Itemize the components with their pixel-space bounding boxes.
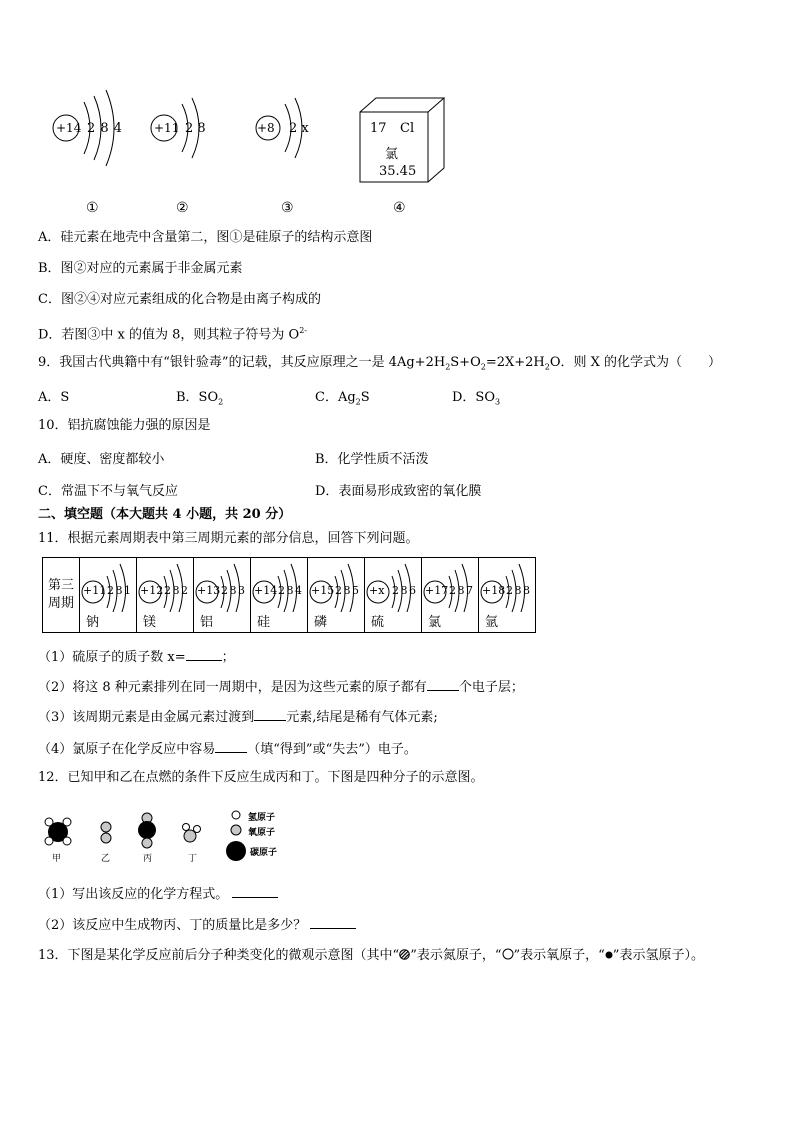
element-cell-al	[194, 558, 251, 633]
q11-sub3-text: （3）该周期元素是由金属元素过渡到	[38, 710, 255, 725]
q12-sub2	[38, 916, 356, 934]
q12-sub1-text: （1）写出该反应的化学方程式。	[38, 887, 229, 902]
q11-sub2	[38, 678, 524, 696]
name-cl: 氯	[428, 615, 442, 630]
element-mass: 35.45	[379, 164, 417, 179]
q11-sub4	[38, 740, 417, 758]
q10-option-d: D．表面易形成致密的氧化膜	[315, 484, 482, 499]
q9-option-d	[452, 386, 500, 407]
period-row-header-2: 周期	[47, 596, 74, 611]
q11-sub3-tail: 元素,结尾是稀有气体元素;	[286, 710, 438, 725]
nitrogen-atom-icon	[399, 949, 410, 960]
element-cell-p	[308, 558, 365, 633]
nucleus-si: +14	[254, 584, 278, 597]
q13-stem-d: ”表示氢原子）。	[612, 948, 704, 963]
q9-stem-a: 9．我国古代典籍中有“银针验毒”的记载，其反应原理之一是 4Ag+2H	[38, 355, 446, 370]
q9-option-c	[315, 386, 370, 407]
molecule-yi	[101, 822, 111, 843]
q11-sub1-tail: ；	[221, 650, 235, 665]
name-p: 磷	[314, 615, 328, 630]
shells-s: 2 8 6	[392, 584, 415, 597]
nucleus-na: +11	[83, 584, 107, 597]
q9-stem-c: =2X+2H	[485, 355, 545, 370]
q12-sub2-text: （2）该反应中生成物丙、丁的质量比是多少？	[38, 918, 307, 933]
shells-al: 2 8 3	[221, 584, 244, 597]
q11-sub2-text: （2）将这 8 种元素排列在同一周期中，是因为这些元素的原子都有	[38, 680, 427, 695]
molecule-ding	[183, 824, 201, 843]
q9-option-b	[176, 386, 223, 407]
q9-stem	[38, 355, 721, 376]
q11-sub4-blank[interactable]	[215, 740, 247, 753]
period-3-table	[42, 557, 536, 633]
q9-sub-1: 2	[445, 362, 451, 372]
q11-sub4-text: （4）氯原子在化学反应中容易	[38, 742, 216, 757]
name-s: 硫	[371, 615, 385, 630]
q9-sub-2: 2	[480, 362, 486, 372]
diagram-label-3: ③	[281, 200, 294, 216]
q11-sub1	[38, 648, 235, 666]
q8-option-d	[38, 323, 307, 343]
diagram-label-4: ④	[393, 200, 406, 216]
nucleus-label-3: +8	[257, 121, 275, 135]
element-cell-si	[251, 558, 308, 633]
molecule-jia	[45, 818, 71, 845]
q11-sub3	[38, 708, 438, 726]
q12-stem: 12．已知甲和乙在点燃的条件下反应生成丙和丁。下图是四种分子的示意图。	[38, 770, 484, 785]
q13-stem-c: ”表示氧原子，“	[513, 948, 605, 963]
shells-label-3: 2 x	[289, 121, 309, 136]
q8-option-a: A．硅元素在地壳中含量第二，图①是硅原子的结构示意图	[38, 230, 373, 245]
nucleus-p: +15	[311, 584, 335, 597]
name-al: 铝	[200, 615, 214, 630]
q10-option-c: C．常温下不与氧气反应	[38, 484, 178, 499]
q9-option-c-text: C．Ag	[315, 390, 356, 405]
q9-option-a: A．S	[38, 390, 70, 405]
diagram-label-1: ①	[86, 200, 99, 216]
name-na: 钠	[86, 615, 100, 630]
legend-carbon-icon	[226, 841, 246, 861]
q9-sub-3: 2	[544, 362, 550, 372]
q9-option-c-tail: S	[360, 390, 370, 405]
q9-option-b-sub: 2	[218, 397, 224, 407]
q12-sub1-blank[interactable]	[232, 885, 278, 898]
q8-option-d-sup: 2-	[299, 326, 308, 335]
nucleus-s: +x	[369, 584, 385, 597]
q9-stem-b: S+O	[450, 355, 481, 370]
period-row-header-1: 第三	[47, 578, 74, 593]
molecule-label-bing: 丙	[143, 854, 153, 864]
diagram-label-2: ②	[176, 200, 189, 216]
q11-sub2-blank[interactable]	[427, 678, 459, 691]
q11-sub1-blank[interactable]	[186, 648, 222, 661]
element-cell-na	[80, 558, 137, 633]
element-cell-s	[365, 558, 422, 633]
molecule-label-jia: 甲	[52, 854, 62, 864]
q9-stem-d: O．则 X 的化学式为（ ）	[549, 355, 722, 370]
period-row-header	[43, 558, 80, 633]
q9-option-c-sub: 2	[355, 397, 361, 407]
shells-na: 2 8 1	[107, 584, 130, 597]
q10-option-a: A．硬度、密度都较小	[38, 452, 165, 467]
element-cell-cl	[422, 558, 479, 633]
q10-option-b: B．化学性质不活泼	[315, 452, 429, 467]
nucleus-label-2: +11	[154, 121, 180, 135]
nucleus-ar: +18	[482, 584, 506, 597]
nucleus-cl: +17	[425, 584, 449, 597]
element-number: 17	[370, 121, 387, 136]
name-ar: 氩	[485, 615, 499, 630]
q11-sub2-tail: 个电子层；	[458, 680, 524, 695]
q11-sub1-text: （1）硫原子的质子数 x=	[38, 650, 186, 665]
q9-option-d-sub: 3	[495, 397, 501, 407]
element-cell-ar	[479, 558, 536, 633]
q11-sub3-blank[interactable]	[254, 708, 286, 721]
shells-label-1: 2 8 4	[87, 121, 123, 136]
nucleus-mg: +12	[140, 584, 164, 597]
shells-cl: 2 8 7	[449, 584, 472, 597]
shells-si: 2 8 4	[278, 584, 301, 597]
q9-option-b-text: B．SO	[176, 390, 219, 405]
q8-option-b: B．图②对应的元素属于非金属元素	[38, 261, 243, 276]
q11-stem: 11．根据元素周期表中第三周期元素的部分信息，回答下列问题。	[38, 531, 419, 546]
q9-option-d-text: D．SO	[452, 390, 495, 405]
section-2-heading: 二、填空题（本大题共 4 小题，共 20 分）	[38, 507, 292, 522]
oxygen-atom-icon	[502, 948, 514, 960]
legend-carbon: 碳原子	[250, 848, 278, 858]
shells-ar: 2 8 8	[506, 584, 529, 597]
q8-option-c: C．图②④对应元素组成的化合物是由离子构成的	[38, 292, 321, 307]
shells-p: 2 8 5	[335, 584, 358, 597]
legend-oxygen-icon	[231, 825, 241, 835]
element-name: 氯	[385, 147, 399, 162]
legend-hydrogen-icon	[232, 811, 240, 819]
shells-mg: 2 8 2	[164, 584, 187, 597]
legend-oxygen: 氧原子	[248, 828, 276, 838]
name-si: 硅	[257, 615, 271, 630]
element-cell-mg	[137, 558, 194, 633]
legend-hydrogen: 氢原子	[248, 813, 276, 823]
q8-option-d-text: D．若图③中 x 的值为 8，则其粒子符号为 O	[38, 327, 300, 343]
molecule-label-ding: 丁	[188, 854, 198, 864]
name-mg: 镁	[143, 615, 157, 630]
nucleus-al: +13	[197, 584, 221, 597]
q13-stem-b: ”表示氮原子，“	[410, 948, 502, 963]
hydrogen-atom-icon	[605, 951, 613, 959]
shells-label-2: 2 8	[185, 121, 206, 136]
nucleus-label-1: +14	[56, 121, 82, 135]
q13-stem-a: 13．下图是某化学反应前后分子种类变化的微观示意图（其中“	[38, 948, 400, 963]
q10-stem: 10．铝抗腐蚀能力强的原因是	[38, 418, 211, 433]
q13-stem	[38, 948, 704, 964]
q11-sub4-tail: （填“得到”或“失去”）电子。	[247, 742, 417, 757]
molecule-bing	[138, 813, 156, 848]
molecule-label-yi: 乙	[101, 854, 111, 864]
element-symbol: Cl	[400, 121, 415, 136]
q12-sub2-blank[interactable]	[310, 916, 356, 929]
q12-sub1	[38, 885, 278, 903]
